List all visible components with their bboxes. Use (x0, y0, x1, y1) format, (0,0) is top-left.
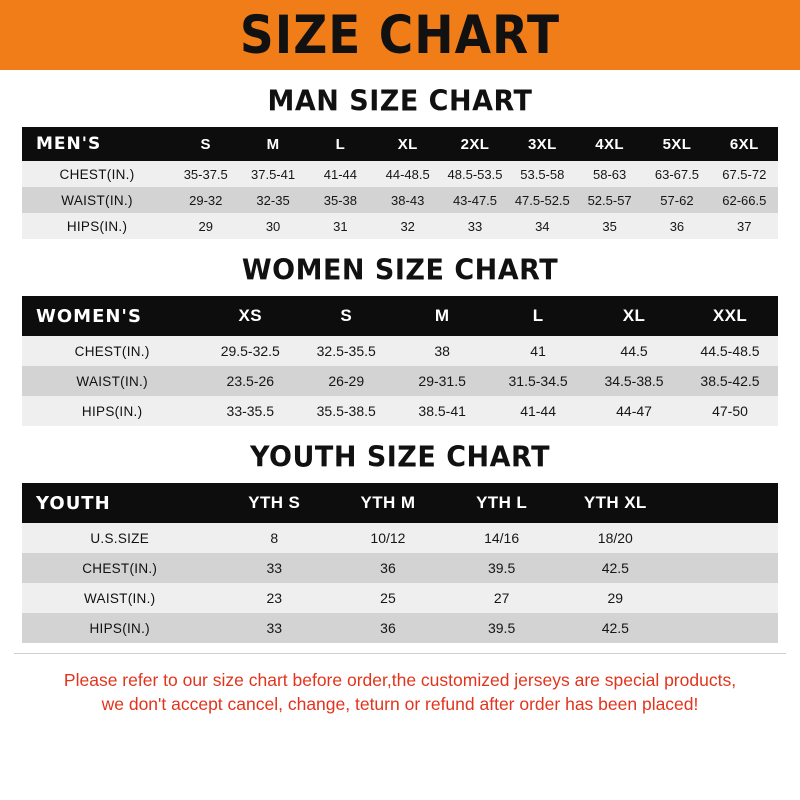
cell: 57-62 (643, 187, 710, 213)
cell: 35 (576, 213, 643, 239)
cell: 39.5 (445, 613, 559, 643)
row-label: CHEST(IN.) (22, 161, 172, 187)
table-row (22, 336, 778, 366)
cell: 33-35.5 (202, 396, 298, 426)
table-row (22, 213, 778, 239)
row-label: WAIST(IN.) (22, 187, 172, 213)
cell: 29.5-32.5 (202, 336, 298, 366)
cell: 44-48.5 (374, 161, 441, 187)
table-header-row (22, 296, 778, 336)
cell: 41-44 (307, 161, 374, 187)
cell: 34 (509, 213, 576, 239)
cell: 58-63 (576, 161, 643, 187)
section-title-youth: YOUTH SIZE CHART (249, 441, 551, 474)
cell: 14/16 (445, 523, 559, 553)
table-row (22, 613, 778, 643)
cell: 38-43 (374, 187, 441, 213)
column-header-3: XL (374, 127, 441, 161)
cell: 39.5 (445, 553, 559, 583)
cell: 18/20 (558, 523, 672, 553)
cell: 44.5 (586, 336, 682, 366)
cell-spacer (672, 523, 778, 553)
cell: 33 (217, 553, 331, 583)
cell: 38.5-42.5 (682, 366, 778, 396)
cell-spacer (672, 553, 778, 583)
footer-divider (14, 653, 786, 654)
row-label: HIPS(IN.) (22, 613, 217, 643)
column-header-4: XL (586, 296, 682, 336)
cell: 10/12 (331, 523, 445, 553)
cell: 29 (172, 213, 239, 239)
cell: 38 (394, 336, 490, 366)
header-banner (0, 0, 800, 70)
row-label: CHEST(IN.) (22, 336, 202, 366)
cell: 35.5-38.5 (298, 396, 394, 426)
column-header-3: YTH XL (558, 483, 672, 523)
column-header-3: L (490, 296, 586, 336)
column-header-1: M (239, 127, 306, 161)
cell: 38.5-41 (394, 396, 490, 426)
column-header-2: YTH L (445, 483, 559, 523)
column-header-4: 2XL (441, 127, 508, 161)
cell: 52.5-57 (576, 187, 643, 213)
cell: 31 (307, 213, 374, 239)
section-title-women: WOMEN SIZE CHART (241, 254, 559, 287)
cell: 63-67.5 (643, 161, 710, 187)
column-header-2: L (307, 127, 374, 161)
column-header-5: 3XL (509, 127, 576, 161)
footer-note-line-1: Please refer to our size chart before order,the customized jerseys are special products, (63, 670, 737, 690)
column-header-7: 5XL (643, 127, 710, 161)
cell: 27 (445, 583, 559, 613)
cell-spacer (672, 583, 778, 613)
cell: 67.5-72 (711, 161, 778, 187)
cell: 41 (490, 336, 586, 366)
table-row (22, 187, 778, 213)
cell: 53.5-58 (509, 161, 576, 187)
column-header-rowlabel: WOMEN'S (22, 296, 202, 336)
table-man (22, 127, 778, 239)
table-row (22, 523, 778, 553)
section-women (0, 255, 800, 426)
cell: 25 (331, 583, 445, 613)
cell: 32 (374, 213, 441, 239)
cell: 23 (217, 583, 331, 613)
column-header-rowlabel: MEN'S (22, 127, 172, 161)
page-title: SIZE CHART (239, 4, 561, 66)
cell: 23.5-26 (202, 366, 298, 396)
cell: 42.5 (558, 613, 672, 643)
cell: 34.5-38.5 (586, 366, 682, 396)
cell: 30 (239, 213, 306, 239)
cell: 35-38 (307, 187, 374, 213)
cell: 36 (643, 213, 710, 239)
row-label: HIPS(IN.) (22, 213, 172, 239)
cell: 32.5-35.5 (298, 336, 394, 366)
table-row (22, 396, 778, 426)
column-header-0: S (172, 127, 239, 161)
cell: 29 (558, 583, 672, 613)
footer-note-line-2: we don't accept cancel, change, teturn or refund after order has been placed! (101, 694, 699, 715)
cell: 48.5-53.5 (441, 161, 508, 187)
cell: 47.5-52.5 (509, 187, 576, 213)
table-row (22, 553, 778, 583)
column-header-0: YTH S (217, 483, 331, 523)
cell: 33 (217, 613, 331, 643)
column-header-5: XXL (682, 296, 778, 336)
cell: 26-29 (298, 366, 394, 396)
cell: 29-31.5 (394, 366, 490, 396)
row-label: WAIST(IN.) (22, 366, 202, 396)
section-man (0, 86, 800, 239)
column-header-1: YTH M (331, 483, 445, 523)
row-label: U.S.SIZE (22, 523, 217, 553)
cell: 36 (331, 553, 445, 583)
cell: 41-44 (490, 396, 586, 426)
cell: 44.5-48.5 (682, 336, 778, 366)
section-youth (0, 442, 800, 643)
table-row (22, 161, 778, 187)
row-label: CHEST(IN.) (22, 553, 217, 583)
column-header-0: XS (202, 296, 298, 336)
cell-spacer (672, 613, 778, 643)
row-label: WAIST(IN.) (22, 583, 217, 613)
column-header-8: 6XL (711, 127, 778, 161)
table-women (22, 296, 778, 426)
row-label: HIPS(IN.) (22, 396, 202, 426)
table-header-row (22, 127, 778, 161)
cell: 8 (217, 523, 331, 553)
cell: 43-47.5 (441, 187, 508, 213)
column-header-spacer (672, 483, 778, 523)
table-row (22, 583, 778, 613)
cell: 33 (441, 213, 508, 239)
table-row (22, 366, 778, 396)
section-title-man: MAN SIZE CHART (267, 85, 533, 118)
cell: 36 (331, 613, 445, 643)
cell: 31.5-34.5 (490, 366, 586, 396)
column-header-rowlabel: YOUTH (22, 483, 217, 523)
footer-note (0, 668, 800, 716)
cell: 32-35 (239, 187, 306, 213)
column-header-2: M (394, 296, 490, 336)
cell: 37.5-41 (239, 161, 306, 187)
cell: 29-32 (172, 187, 239, 213)
column-header-1: S (298, 296, 394, 336)
cell: 62-66.5 (711, 187, 778, 213)
cell: 47-50 (682, 396, 778, 426)
cell: 42.5 (558, 553, 672, 583)
cell: 37 (711, 213, 778, 239)
cell: 35-37.5 (172, 161, 239, 187)
table-youth (22, 483, 778, 643)
cell: 44-47 (586, 396, 682, 426)
table-header-row (22, 483, 778, 523)
column-header-6: 4XL (576, 127, 643, 161)
